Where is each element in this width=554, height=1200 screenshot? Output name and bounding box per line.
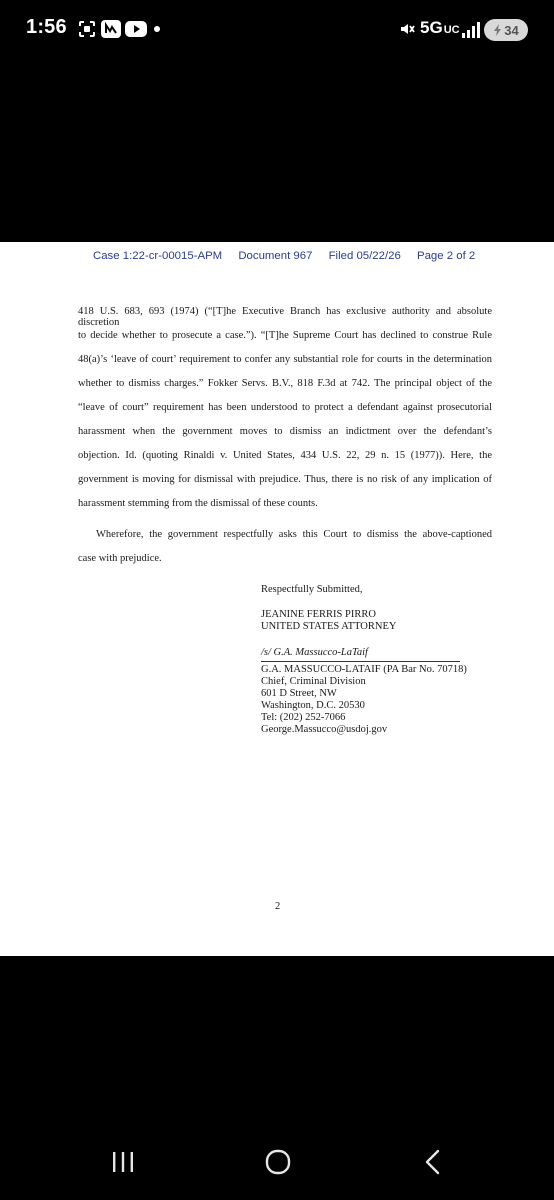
address-line-2: Washington, D.C. 20530	[261, 700, 365, 711]
attorney-name: JEANINE FERRIS PIRRO	[261, 609, 376, 620]
document-number: Document 967	[238, 250, 313, 262]
signature-line	[261, 661, 460, 662]
paragraph-line: whether to dismiss charges.” Fokker Servs. B.V., 818 F.3d at 742. The principal object of the	[78, 378, 492, 389]
closing: Respectfully Submitted,	[261, 584, 363, 595]
paragraph-line: to decide whether to prosecute a case.”). “[T]he Supreme Court has declined to construe Rule	[78, 330, 492, 341]
battery-indicator	[484, 19, 528, 41]
recents-button[interactable]	[110, 1150, 136, 1174]
email: George.Massucco@usdoj.gov	[261, 724, 388, 735]
paragraph-line: harassment stemming from the dismissal of these counts.	[78, 498, 318, 509]
attorney-title: UNITED STATES ATTORNEY	[261, 621, 397, 632]
paragraph-line: government is moving for dismissal with prejudice. Thus, there is no risk of any implication of	[78, 474, 492, 485]
mute-icon	[398, 20, 416, 38]
app-n-icon	[101, 20, 121, 38]
charging-icon	[493, 24, 503, 36]
paragraph-line: “leave of court” requirement has been understood to protect a defendant against prosecutorial	[78, 402, 492, 413]
address-line-1: 601 D Street, NW	[261, 688, 337, 699]
document-page	[0, 242, 554, 956]
network-label: 5G	[420, 18, 443, 37]
network-suffix: UC	[443, 24, 460, 36]
paragraph-line: objection. Id. (quoting Rinaldi v. United States, 434 U.S. 22, 29 n. 15 (1977)). Here, the	[78, 450, 492, 461]
paragraph-line: harassment when the government moves to dismiss an indictment over the defendant’s	[78, 426, 492, 437]
page-count: Page 2 of 2	[416, 250, 476, 262]
network-indicator	[420, 18, 480, 38]
screenshot-icon	[78, 20, 96, 38]
youtube-icon	[125, 20, 147, 38]
paragraph-line: Wherefore, the government respectfully asks this Court to dismiss the above-captioned	[96, 529, 492, 540]
filed-date: Filed 05/22/26	[328, 250, 401, 262]
paragraph-line: 418 U.S. 683, 693 (1974) (“[T]he Executive Branch has exclusive authority and absolute discretion	[78, 306, 492, 328]
back-button[interactable]	[422, 1148, 444, 1176]
signature: /s/ G.A. Massucco-LaTaif	[261, 647, 368, 658]
home-button[interactable]	[264, 1148, 292, 1176]
case-header	[93, 250, 475, 262]
battery-level: 34	[504, 22, 519, 38]
notification-dot	[154, 26, 160, 32]
phone: Tel: (202) 252-7066	[261, 712, 346, 723]
navigation-bar	[0, 1130, 554, 1190]
status-bar	[0, 0, 554, 60]
paragraph-line: 48(a)’s ‘leave of court’ requirement to confer any substantial role for courts in the determination	[78, 354, 492, 365]
signal-icon	[462, 22, 480, 38]
signer-name: G.A. MASSUCCO-LATAIF (PA Bar No. 70718)	[261, 664, 467, 675]
signer-role: Chief, Criminal Division	[261, 676, 366, 687]
page-number: 2	[275, 901, 281, 912]
status-time: 1:56	[26, 16, 67, 38]
paragraph-line: case with prejudice.	[78, 553, 162, 564]
case-number: Case 1:22-cr-00015-APM	[93, 250, 223, 262]
